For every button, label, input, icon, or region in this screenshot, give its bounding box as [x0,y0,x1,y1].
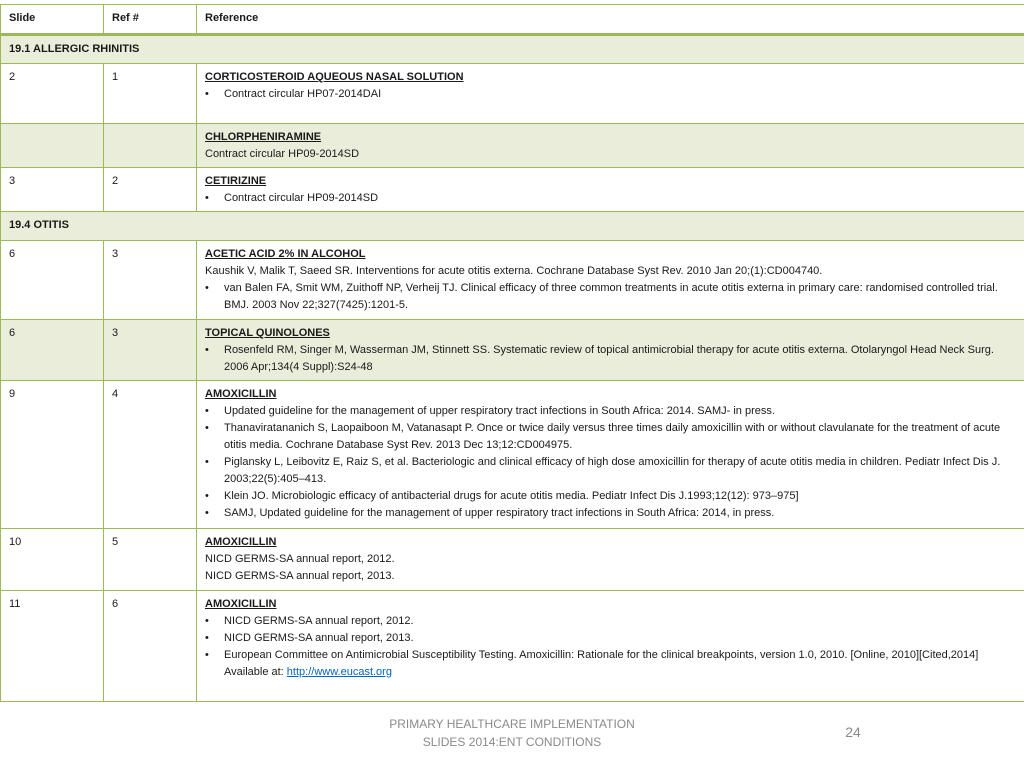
section-row [1,212,1024,241]
reference-list [205,613,1016,681]
ref-cell [104,124,197,168]
reference-text: NICD GERMS-SA annual report, 2013. [224,632,414,644]
ref-cell: 3 [104,241,197,320]
header-ref: Ref # [104,5,197,35]
reference-item [205,280,1016,314]
reference-item [205,86,1016,103]
table-row [1,124,1024,168]
reference-text: SAMJ, Updated guideline for the management of upper respiratory tract infections in South Africa: 2014, in press. [224,507,775,519]
slide-cell: 10 [1,529,104,591]
header-slide: Slide [1,5,104,35]
reference-item [205,342,1016,376]
eucast-link[interactable]: http://www.eucast.org [286,666,392,678]
ref-cell: 2 [104,168,197,212]
reference-cell [197,124,1024,168]
ref-cell: 3 [104,320,197,381]
section-row [1,35,1024,64]
reference-text: van Balen FA, Smit WM, Zuithoff NP, Verheij TJ. Clinical efficacy of three common treatments in acute otitis externa in primary care: randomised controlled trial. BMJ. 2003 Nov 22;327(7425):1201-5. [224,282,998,311]
table-row [1,168,1024,212]
drug-name: TOPICAL QUINOLONES [205,327,330,339]
reference-text: Thanaviratananich S, Laopaiboon M, Vatanasapt P. Once or twice daily versus three times daily amoxicillin with or without clavulanate for the treatment of acute otitis media. Cochrane Database Syst Rev. 2013 Dec 13;12:CD004975. [224,422,1001,451]
drug-name: CHLORPHENIRAMINE [205,131,322,143]
reference-text: Updated guideline for the management of upper respiratory tract infections in South Africa: 2014. SAMJ- in press. [224,405,775,417]
reference-item [205,647,1016,681]
footer-line-2: SLIDES 2014:ENT CONDITIONS [422,735,602,749]
section-title: 19.1 ALLERGIC RHINITIS [1,35,1024,64]
reference-list [205,190,1016,207]
reference-text: Klein JO. Microbiologic efficacy of antibacterial drugs for acute otitis media. Pediatr Infect Dis J.1993;12(12): 973–975] [224,490,799,502]
drug-name: CORTICOSTEROID AQUEOUS NASAL SOLUTION [205,71,464,83]
reference-cell [197,168,1024,212]
reference-cell [197,591,1024,702]
table-row [1,64,1024,124]
reference-cell [197,320,1024,381]
reference-item [205,505,1016,522]
reference-text: Piglansky L, Leibovitz E, Raiz S, et al. Bacteriologic and clinical efficacy of high dose amoxicillin for therapy of acute otitis media in children. Pediatr Infect Dis J. 2003;22(5):405–413. [224,456,1001,485]
table-row [1,381,1024,529]
footer-line-1: PRIMARY HEALTHCARE IMPLEMENTATION [389,717,635,731]
drug-name: AMOXICILLIN [205,388,277,400]
section-title: 19.4 OTITIS [1,212,1024,241]
reference-item [205,613,1016,630]
slide-cell: 6 [1,320,104,381]
reference-cell [197,241,1024,320]
reference-text: Contract circular HP07-2014DAI [224,88,382,100]
table-row [1,529,1024,591]
reference-text: Rosenfeld RM, Singer M, Wasserman JM, Stinnett SS. Systematic review of topical antimicrobial therapy for acute otitis externa. Otolaryngol Head Neck Surg. 2006 Apr;134(4 Suppl):S24-48 [224,344,994,373]
reference-cell [197,64,1024,124]
reference-text: European Committee on Antimicrobial Susceptibility Testing. Amoxicillin: Rationale for the clinical breakpoints, version 1.0, 2010. [Online, 2010][Cited,2014] Available at: [224,649,979,678]
references-table [0,4,1024,702]
ref-cell: 4 [104,381,197,529]
slide-cell: 3 [1,168,104,212]
slide-cell: 2 [1,64,104,124]
reference-line: Contract circular HP09-2014SD [205,148,360,160]
reference-item [205,630,1016,647]
reference-item [205,420,1016,454]
reference-list [205,280,1016,314]
slide-cell: 9 [1,381,104,529]
table-row [1,320,1024,381]
table-header-row [1,5,1024,35]
ref-cell: 1 [104,64,197,124]
ref-cell: 6 [104,591,197,702]
header-reference: Reference [197,5,1024,35]
slide-cell [1,124,104,168]
reference-text: Contract circular HP09-2014SD [224,192,379,204]
reference-line: Kaushik V, Malik T, Saeed SR. Interventions for acute otitis externa. Cochrane Database Syst Rev. 2010 Jan 20;(1):CD004740. [205,265,823,277]
drug-name: AMOXICILLIN [205,598,277,610]
page-number: 24 [845,724,861,740]
slide-cell: 6 [1,241,104,320]
reference-cell [197,381,1024,529]
reference-text: NICD GERMS-SA annual report, 2012. [224,615,414,627]
reference-line: NICD GERMS-SA annual report, 2012. [205,553,395,565]
table-row [1,591,1024,702]
reference-list [205,403,1016,522]
reference-list [205,342,1016,376]
drug-name: AMOXICILLIN [205,536,277,548]
drug-name: CETIRIZINE [205,175,267,187]
reference-item [205,403,1016,420]
reference-line: NICD GERMS-SA annual report, 2013. [205,570,395,582]
footer-title [312,715,712,751]
reference-list [205,86,1016,103]
reference-cell [197,529,1024,591]
slide-cell: 11 [1,591,104,702]
reference-item [205,190,1016,207]
reference-item [205,454,1016,488]
table-row [1,241,1024,320]
reference-item [205,488,1016,505]
ref-cell: 5 [104,529,197,591]
drug-name: ACETIC ACID 2% IN ALCOHOL [205,248,366,260]
